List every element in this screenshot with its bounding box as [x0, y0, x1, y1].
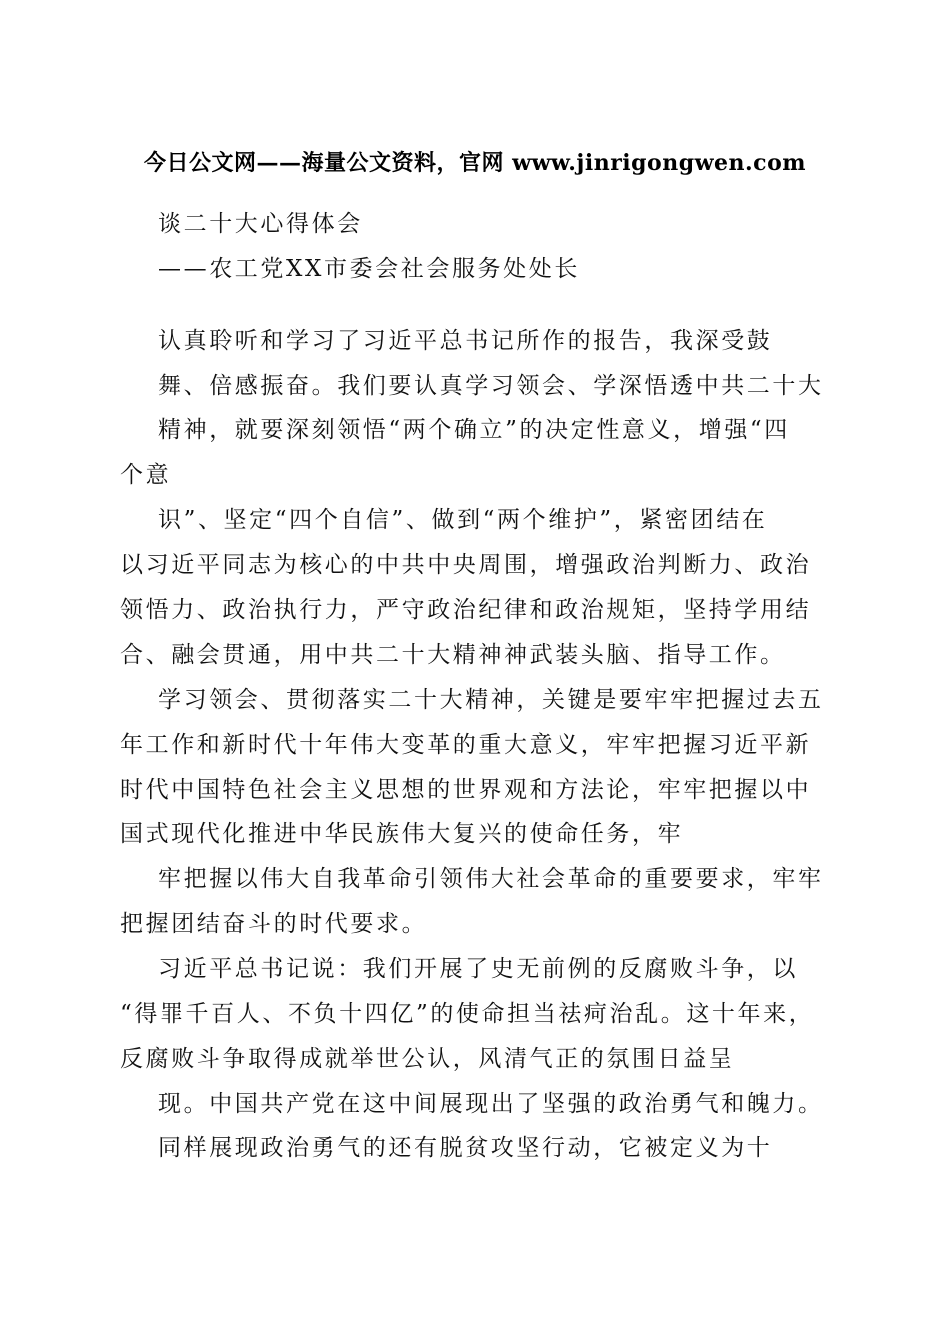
text-line: 学习领会、贯彻落实二十大精神，关键是要牢牢把握过去五	[158, 687, 824, 713]
text-line: 现。中国共产党在这中间展现出了坚强的政治勇气和魄力。	[158, 1091, 824, 1117]
text-line: 舞、倍感振奋。我们要认真学习领会、学深悟透中共二十大	[158, 373, 824, 399]
text-line: 个意	[120, 462, 172, 488]
text-line: 国式现代化推进中华民族伟大复兴的使命任务，牢	[120, 821, 684, 847]
site-header: 今日公文网——海量公文资料，官网 www.jinrigongwen.com	[143, 150, 807, 176]
text-line: 合、融会贯通，用中共二十大精神神武装头脑、指导工作。	[120, 642, 786, 668]
text-line: 精神，就要深刻领悟“两个确立”的决定性意义，增强“四	[158, 417, 790, 443]
text-line: 习近平总书记说：我们开展了史无前例的反腐败斗争，以	[158, 956, 798, 982]
text-line: 以习近平同志为核心的中共中央周围，增强政治判断力、政治	[120, 552, 812, 578]
document-subtitle: ——农工党XX市委会社会服务处处长	[158, 256, 580, 282]
text-line: 认真聆听和学习了习近平总书记所作的报告，我深受鼓	[158, 328, 773, 354]
text-line: “得罪千百人、不负十四亿”的使命担当祛疴治乱。这十年来，	[120, 1001, 815, 1027]
text-line: 牢把握以伟大自我革命引领伟大社会革命的重要要求，牢牢	[158, 866, 824, 892]
text-line: 识”、坚定“四个自信”、做到“两个维护”，紧密团结在	[158, 507, 768, 533]
document-title: 谈二十大心得体会	[158, 211, 363, 237]
text-line: 时代中国特色社会主义思想的世界观和方法论，牢牢把握以中	[120, 777, 812, 803]
text-line: 领悟力、政治执行力，严守政治纪律和政治规矩，坚持学用结	[120, 597, 812, 623]
text-line: 同样展现政治勇气的还有脱贫攻坚行动，它被定义为十	[158, 1135, 773, 1161]
text-line: 年工作和新时代十年伟大变革的重大意义，牢牢把握习近平新	[120, 732, 812, 758]
text-line: 反腐败斗争取得成就举世公认，风清气正的氛围日益呈	[120, 1046, 735, 1072]
text-line: 把握团结奋斗的时代要求。	[120, 911, 428, 937]
